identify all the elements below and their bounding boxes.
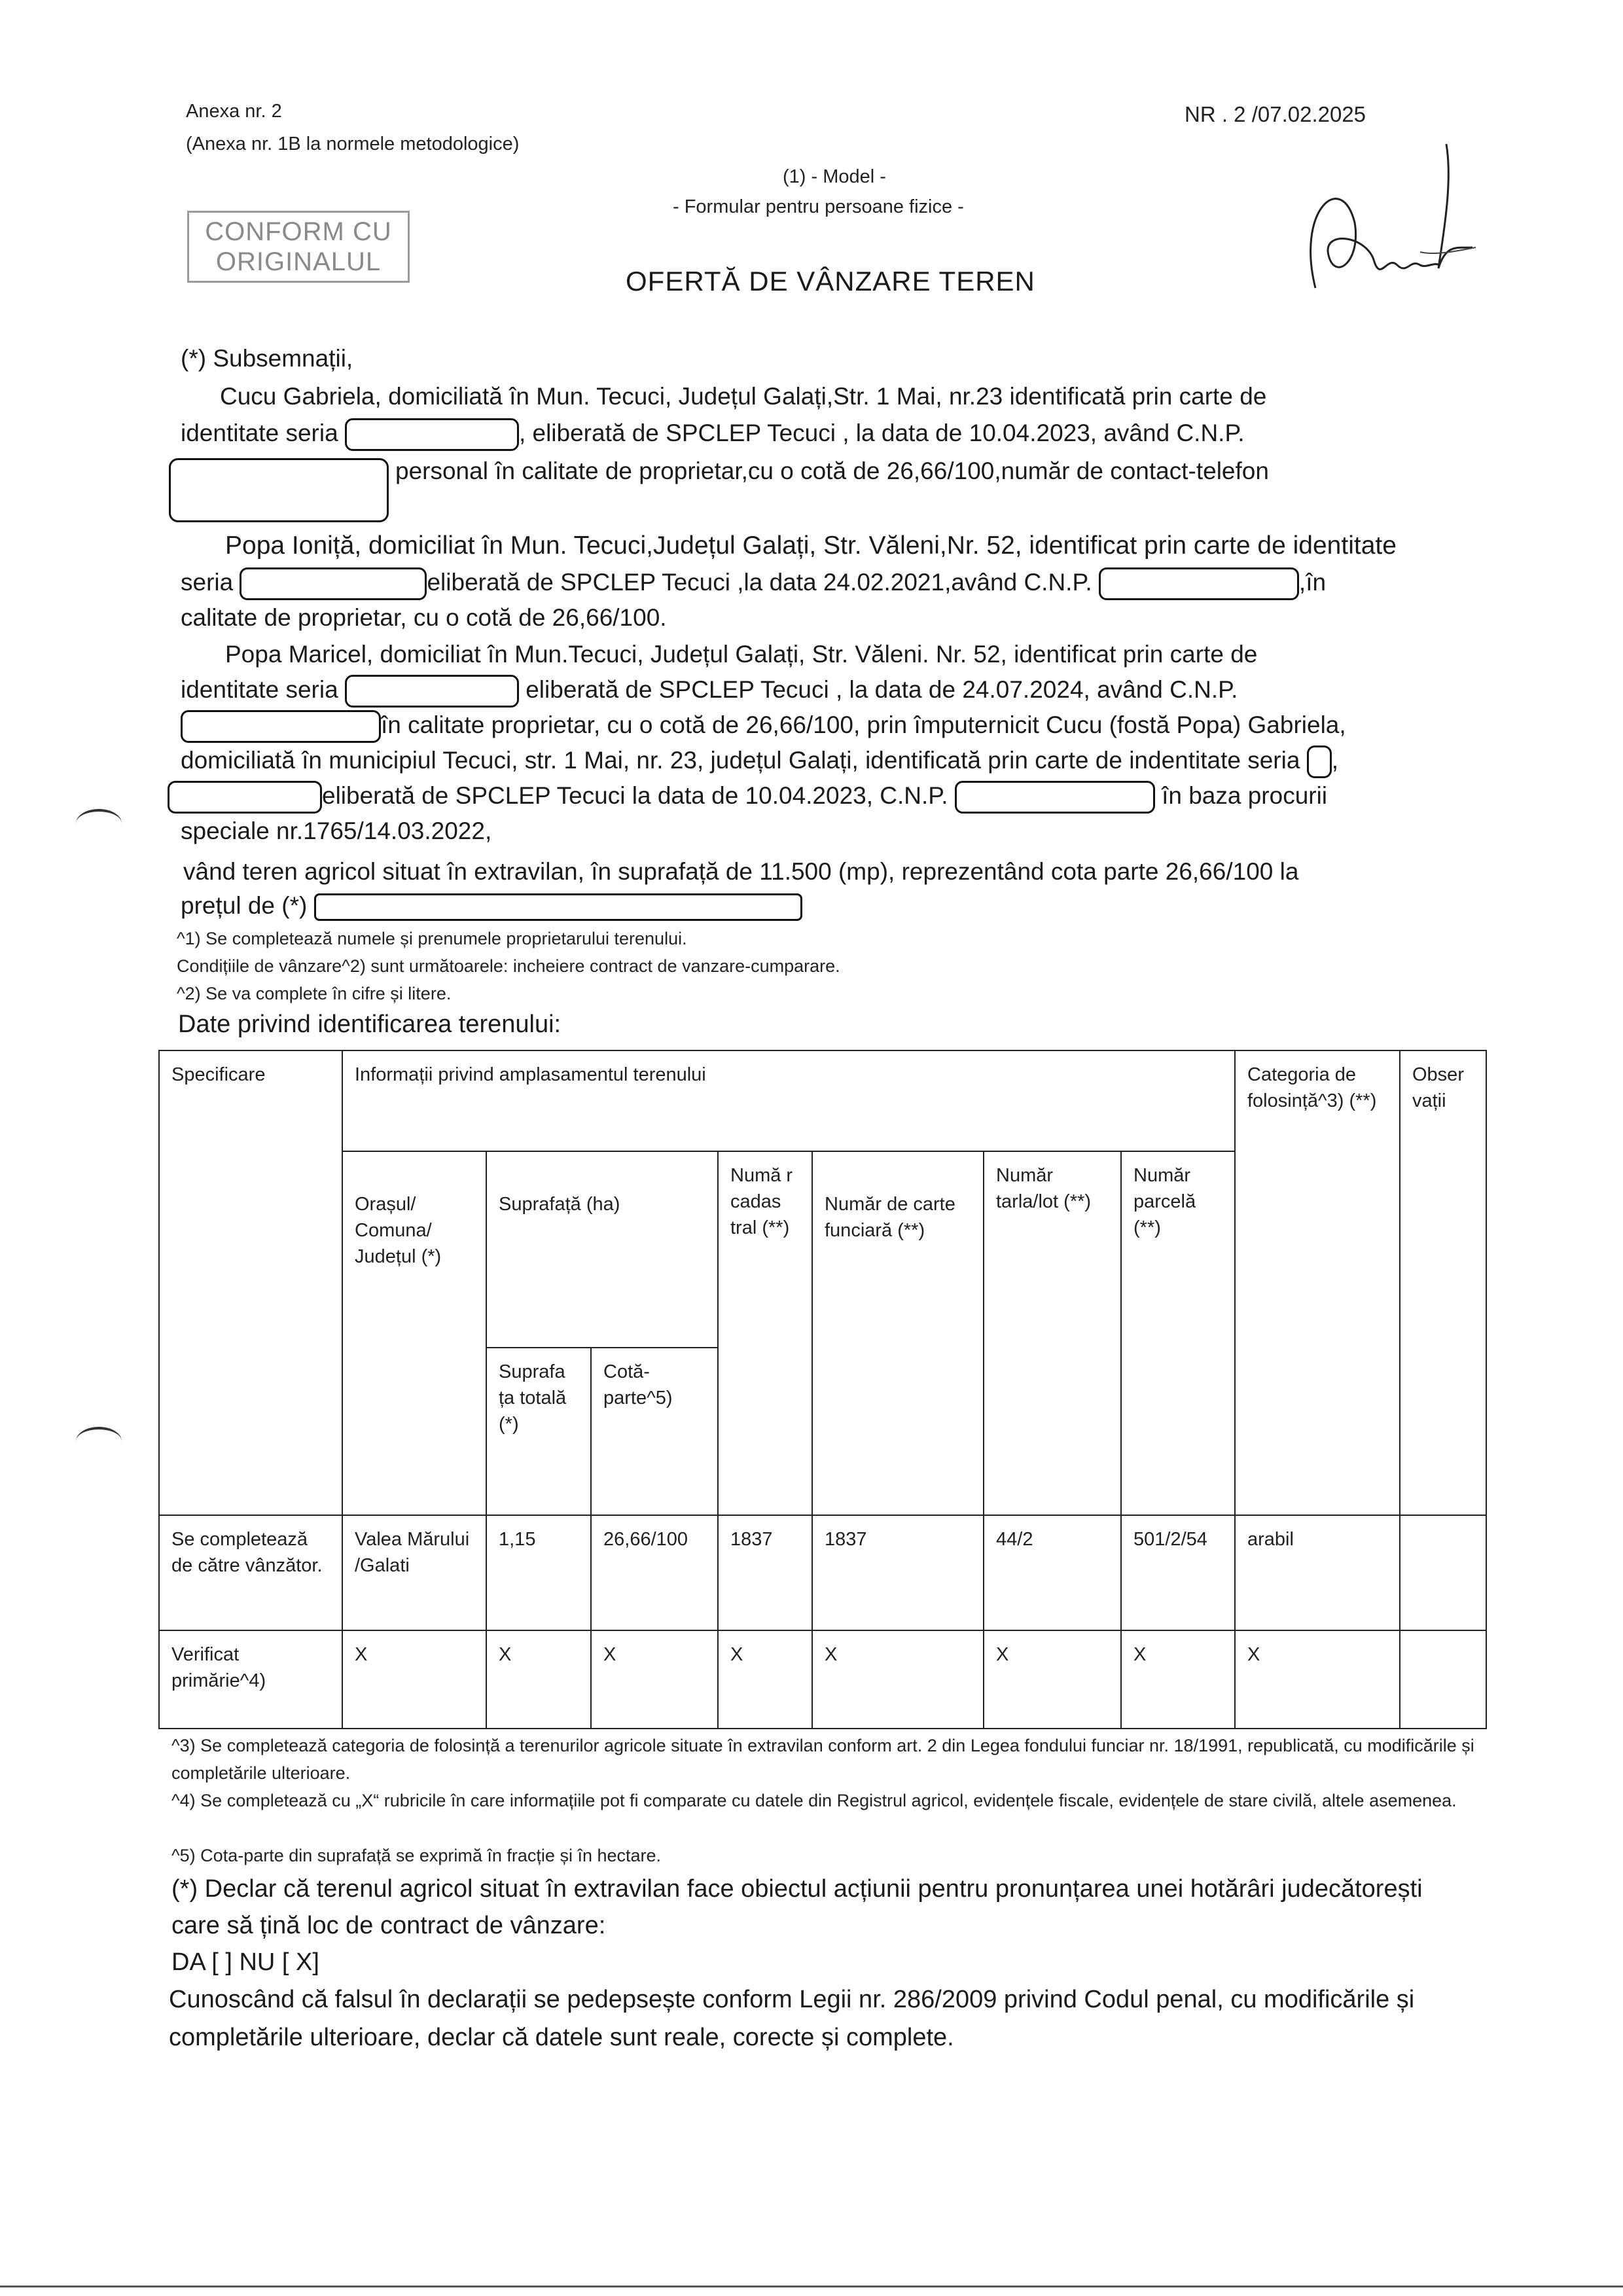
owner3-issued-text: eliberată de SPCLEP Tecuci , la data de 24.07.2024, având C.N.P.: [526, 676, 1238, 703]
sale-line1: vând teren agricol situat în extravilan, în suprafață de 11.500 (mp), reprezentând cota parte 26,66/100 la: [183, 858, 1299, 885]
header-share: Cotă-parte^5): [591, 1348, 718, 1515]
cell-share: X: [591, 1630, 718, 1729]
footnote-5: ^5) Cota-parte din suprafață se exprimă în fracție și în hectare.: [171, 1846, 662, 1865]
cell-tarla: 44/2: [984, 1515, 1121, 1630]
note-conditions: Condițiile de vânzare^2) sunt următoarele: incheiere contract de vanzare-cumparare.: [177, 956, 840, 976]
signature: [1257, 131, 1479, 301]
cell-category: arabil: [1235, 1515, 1400, 1630]
note-1: ^1) Se completează numele și prenumele proprietarului terenului.: [177, 929, 687, 948]
redacted-price: [314, 893, 802, 921]
cell-parcel: X: [1121, 1630, 1235, 1729]
redacted-cnp: [1099, 567, 1299, 600]
proxy-comma: ,: [1331, 747, 1338, 774]
footnote-3: ^3) Se completează categoria de folosință a terenurilor agricole situate în extravilan conform art. 2 din Legea fondului funciar nr. 18/1991, republicată, cu modificările și completările ulterioare.: [171, 1736, 1474, 1783]
attestation-text: Cunoscând că falsul în declarații se pedepsește conform Legii nr. 286/2009 privind Codul penal, cu modificările și completările ulterioare, declar că datele sunt reale, corecte și complete.: [169, 1986, 1415, 2051]
redacted-id-number: [168, 781, 322, 814]
header-use-category: Categoria de folosință^3) (**): [1235, 1050, 1400, 1515]
owner2-id-label: seria: [181, 569, 234, 596]
header-cadastral: Numă r cadas tral (**): [718, 1151, 812, 1515]
model-label: (1) - Model -: [783, 166, 886, 187]
document-number: NR . 2 /07.02.2025: [1185, 102, 1366, 126]
punch-hole: [76, 1427, 122, 1456]
owner3-line5: [168, 779, 1327, 814]
stamp-line-1: CONFORM CU: [205, 217, 392, 246]
declaration-choice: DA [ ] NU [ X]: [171, 1948, 319, 1976]
header-location-info: Informații privind amplasamentul terenului: [342, 1050, 1235, 1151]
price-label: prețul de (*): [181, 892, 308, 919]
header-city: Orașul/ Comuna/ Județul (*): [342, 1151, 486, 1515]
conform-stamp: [187, 211, 410, 283]
sale-line2: [181, 889, 802, 923]
cell-spec: Verificat primărie^4): [159, 1630, 342, 1729]
proxy-address-text: domiciliată în municipiul Tecuci, str. 1 Mai, nr. 23, județul Galați, identificată prin carte de indentitate seria: [181, 747, 1300, 774]
owner3-id-label: identitate seria: [181, 676, 338, 703]
cell-observations: [1400, 1515, 1486, 1630]
punch-hole: [76, 809, 122, 838]
stamp-line-2: ORIGINALUL: [215, 247, 382, 276]
cell-tarla: X: [984, 1630, 1121, 1729]
owner2-line3: calitate de proprietar, cu o cotă de 26,66/100.: [181, 604, 667, 631]
header-parcel: Număr parcelă (**): [1121, 1151, 1235, 1515]
owner2-issued-text: eliberată de SPCLEP Tecuci ,la data 24.02.2021,având C.N.P.: [427, 569, 1092, 596]
owner2-line2: [181, 565, 1326, 600]
cell-area: X: [486, 1630, 591, 1729]
owner2-comma-in: ,în: [1298, 569, 1327, 596]
redacted-id-series: [345, 418, 519, 451]
owner3-line3: [181, 708, 1346, 743]
cell-area: 1,15: [486, 1515, 591, 1630]
annex-reference: (Anexa nr. 1B la normele metodologice): [186, 134, 520, 154]
owner1-line2: [181, 416, 1245, 451]
owner3-line1: Popa Maricel, domiciliat în Mun.Tecuci, Județul Galați, Str. Văleni. Nr. 52, identificat prin carte de: [225, 641, 1258, 668]
table-title: Date privind identificarea terenului:: [178, 1011, 562, 1038]
cell-cadastral: 1837: [718, 1515, 812, 1630]
redacted-cnp-box: [169, 458, 389, 522]
cell-cadastral: X: [718, 1630, 812, 1729]
redacted-id-series: [240, 567, 427, 600]
header-land-book: Număr de carte funciară (**): [812, 1151, 984, 1515]
owner3-line6: speciale nr.1765/14.03.2022,: [181, 817, 492, 844]
header-area: Suprafață (ha): [486, 1151, 718, 1348]
form-type-label: - Formular pentru persoane fizice -: [673, 196, 964, 217]
owner3-line2: [181, 673, 1238, 708]
cell-category: X: [1235, 1630, 1400, 1729]
header-total-area: Suprafa ța totală (*): [486, 1348, 591, 1515]
header-observations: Obser vații: [1400, 1050, 1486, 1515]
table-row: [159, 1630, 1486, 1729]
redacted-cnp: [181, 710, 381, 743]
intro-line: (*) Subsemnații,: [181, 345, 353, 372]
header-tarla: Număr tarla/lot (**): [984, 1151, 1121, 1515]
proxy-basis-text: în baza procurii: [1162, 782, 1328, 809]
proxy-issued-text: eliberată de SPCLEP Tecuci la data de 10.04.2023, C.N.P.: [322, 782, 948, 809]
owner3-line4: [181, 744, 1338, 778]
document-title: OFERTĂ DE VÂNZARE TEREN: [626, 266, 1035, 296]
cell-land-book: X: [812, 1630, 984, 1729]
owner1-id-label: identitate seria: [181, 420, 338, 446]
cell-parcel: 501/2/54: [1121, 1515, 1235, 1630]
declaration-text: (*) Declar că terenul agricol situat în extravilan face obiectul acțiunii pentru pronunțarea unei hotărâri judecătorești care să țină loc de contract de vânzare:: [171, 1875, 1423, 1939]
owner1-issued-text: , eliberată de SPCLEP Tecuci , la data de 10.04.2023, având C.N.P.: [518, 420, 1245, 446]
footnote-4: ^4) Se completează cu „X“ rubricile în care informațiile pot fi comparate cu datele din Registrul agricol, evidențele fiscale, evidențele de stare civilă, altele asemenea.: [171, 1791, 1457, 1810]
cell-city: Valea Mărului /Galati: [342, 1515, 486, 1630]
owner3-proxy-text: în calitate proprietar, cu o cotă de 26,66/100, prin împuternicit Cucu (fostă Popa) Gabriela,: [381, 711, 1346, 738]
cell-share: 26,66/100: [591, 1515, 718, 1630]
redacted-cnp: [955, 781, 1155, 814]
page-bottom-edge: [0, 2286, 1623, 2287]
table-row: [159, 1515, 1486, 1630]
cell-observations: [1400, 1630, 1486, 1729]
land-table: [158, 1050, 1487, 1729]
redacted-id-series: [345, 675, 519, 708]
redacted-id-series: [1307, 745, 1332, 778]
note-2: ^2) Se va complete în cifre și litere.: [177, 984, 452, 1003]
cell-city: X: [342, 1630, 486, 1729]
annex-label: Anexa nr. 2: [186, 101, 282, 122]
owner2-line1: Popa Ioniță, domiciliat în Mun. Tecuci,Județul Galați, Str. Văleni,Nr. 52, identificat prin carte de identitate: [225, 531, 1397, 560]
owner1-line3: personal în calitate de proprietar,cu o cotă de 26,66/100,număr de contact-telefon: [395, 457, 1269, 484]
cell-land-book: 1837: [812, 1515, 984, 1630]
owner1-line1: Cucu Gabriela, domiciliată în Mun. Tecuci, Județul Galați,Str. 1 Mai, nr.23 identificată prin carte de: [220, 383, 1267, 410]
cell-spec: Se completează de către vânzător.: [159, 1515, 342, 1630]
header-specificare: Specificare: [159, 1050, 342, 1515]
